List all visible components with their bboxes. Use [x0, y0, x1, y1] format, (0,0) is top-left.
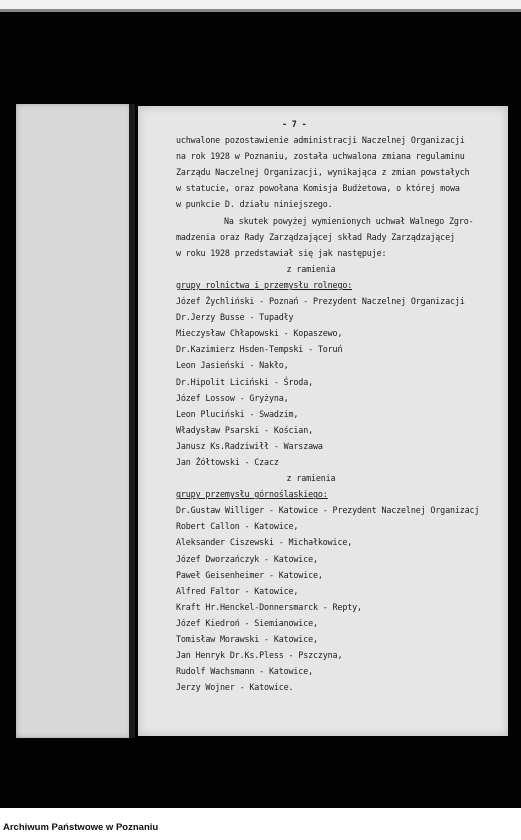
member-line: Józef Kiedroń - Siemianowice, [176, 617, 318, 628]
member-line: Rudolf Wachsmann - Katowice, [176, 666, 313, 677]
member-line: Dr.Jerzy Busse - Tupadły [176, 312, 294, 323]
text-line: Na skutek powyżej wymienionych uchwał Walnego Zgro- [224, 215, 474, 226]
member-line: Janusz Ks.Radziwiłł - Warszawa [176, 440, 323, 451]
page-number: - 7 - [282, 119, 307, 129]
member-line: Dr.Hipolit Liciński - Środa, [176, 376, 313, 387]
member-line: Aleksander Ciszewski - Michałkowice, [176, 537, 353, 548]
member-line: Jerzy Wojner - Katowice. [176, 682, 294, 693]
document-page [138, 106, 508, 736]
archive-name: Archiwum Państwowe w Poznaniu [3, 822, 159, 833]
member-line: Mieczysław Chłapowski - Kopaszewo, [176, 328, 343, 339]
member-line: Jan Henryk Dr.Ks.Pless - Pszczyna, [176, 650, 343, 661]
text-line: w punkcie D. działu niniejszego. [176, 199, 333, 210]
member-line: Józef Żychliński - Poznań - Prezydent Naczelnej Organizacji [176, 296, 465, 307]
member-line: Józef Dworzańczyk - Katowice, [176, 553, 318, 564]
viewer-top-band [0, 0, 521, 12]
text-line: madzenia oraz Rady Zarządzającej skład Rady Zarządzającej [176, 231, 455, 242]
member-line: Kraft Hr.Henckel-Donnersmarck - Repty, [176, 601, 362, 612]
member-line: Dr.Gustaw Williger - Katowice - Prezydent Naczelnej Organizacj [176, 505, 480, 516]
text-line: w roku 1928 przedstawiał się jak następuje: [176, 247, 387, 258]
member-line: Jan Żółtowski - Czacz [176, 456, 279, 467]
member-line: Robert Callon - Katowice, [176, 521, 299, 532]
section-prefix: z ramienia [286, 473, 336, 484]
section-prefix: z ramienia [286, 263, 336, 274]
member-line: Tomisław Morawski - Katowice, [176, 634, 318, 644]
left-facing-sheet [16, 104, 131, 738]
text-line: na rok 1928 w Poznaniu, została uchwalona zmiana regulaminu [176, 151, 465, 162]
member-line: Paweł Geisenheimer - Katowice, [176, 569, 323, 580]
document-text [176, 116, 508, 695]
archive-footer [0, 808, 521, 840]
member-line: Władysław Psarski - Kościan, [176, 424, 313, 435]
text-line: Zarządu Naczelnej Organizacji, wynikająca z zmian powstałych [176, 167, 470, 178]
section-heading: grupy przemysłu górnośląskiego: [176, 489, 328, 500]
member-line: Dr.Kazimierz Hsden-Tempski - Toruń [176, 344, 343, 355]
member-line: Józef Lossow - Gryżyna, [176, 392, 289, 403]
member-line: Leon Pluciński - Swadzim, [176, 408, 299, 419]
member-line: Leon Jasieński - Nakło, [176, 360, 289, 371]
member-line: Alfred Faltor - Katowice, [176, 585, 299, 596]
text-line: w statucie, oraz powołana Komisja Budżetowa, o której mowa [176, 183, 460, 194]
binding-spine [129, 104, 135, 738]
section-heading: grupy rolnictwa i przemysłu rolnego: [176, 279, 353, 290]
text-line: uchwalone pozostawienie administracji Naczelnej Organizacji [176, 135, 465, 146]
